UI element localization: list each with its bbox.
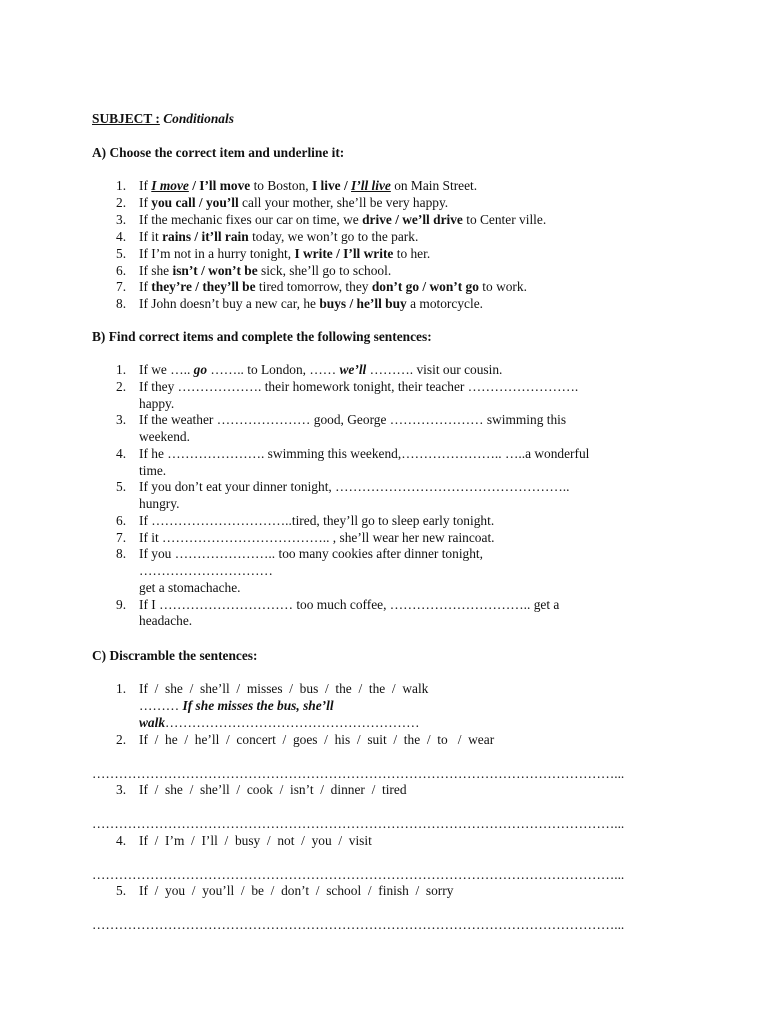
sentence-fragment: If I ………………………… too much coffee, ………………………….. get a [139, 596, 560, 612]
item-number: 3. [116, 211, 127, 227]
item-number: 2. [116, 194, 127, 210]
sentence-fragment: If they ………………. their homework tonight, their teacher ……………………. [139, 378, 579, 394]
item-number: 4. [116, 833, 127, 848]
item-number: 8. [116, 296, 127, 312]
fill-in-sentence [139, 445, 589, 462]
sentence-fragment: to her. [393, 245, 431, 261]
fill-in-sentence [139, 411, 566, 428]
fill-in-sentence [139, 478, 569, 495]
item-number: 1. [116, 362, 127, 377]
scrambled-words: If / you / you’ll / be / don’t / school / finish / sorry [139, 883, 454, 898]
sentence-fragment: I live / [311, 178, 352, 193]
item-number: 1. [116, 178, 127, 193]
sentence-fragment: we’ll [339, 362, 367, 377]
sentence-fragment: time. [139, 462, 167, 478]
choice-sentence [139, 211, 546, 228]
sentence-fragment: If [139, 194, 152, 210]
sentence-fragment: on Main Street. [390, 178, 478, 193]
fill-in-sentence [139, 428, 190, 445]
sentence-fragment: ………………………… [139, 563, 273, 578]
sentence-fragment: I’ll live [351, 178, 391, 193]
example-dots-2: ………………………………………………… [165, 715, 420, 730]
item-number: 5. [116, 479, 127, 495]
answer-blank-line[interactable]: ………………………………………………………………………………………………………... [92, 816, 625, 831]
sentence-fragment: I write / I’ll write [294, 245, 394, 261]
choice-sentence [139, 262, 391, 279]
sentence-fragment: happy. [139, 395, 175, 411]
choice-sentence [139, 295, 483, 312]
sentence-fragment: tired tomorrow, they [255, 279, 372, 295]
fill-in-sentence [139, 562, 273, 579]
fill-in-sentence [139, 579, 241, 596]
sentence-fragment: If the weather ………………… good, George ………………… swimming this [139, 412, 567, 428]
sentence-fragment: If we ….. [139, 362, 194, 377]
answer-blank-line[interactable]: ………………………………………………………………………………………………………... [92, 766, 625, 781]
sentence-fragment: isn’t / won’t be [172, 262, 258, 278]
choice-sentence [139, 177, 477, 194]
sentence-fragment: / I’ll move [188, 178, 251, 193]
item-number: 3. [116, 412, 127, 428]
example-answer-text: If she misses the bus, she’ll [182, 698, 334, 713]
sentence-fragment: you call / you’ll [151, 194, 239, 210]
scrambled-words: If / he / he’ll / concert / goes / his / suit / the / to / wear [139, 732, 495, 747]
sentence-fragment: I move [151, 178, 189, 193]
sentence-fragment: If she [139, 262, 173, 278]
fill-in-sentence [139, 378, 578, 395]
item-number: 8. [116, 546, 127, 562]
answer-blank-line[interactable]: ………………………………………………………………………………………………………... [92, 917, 625, 932]
item-number: 7. [116, 279, 127, 295]
sentence-fragment: go [193, 362, 208, 377]
example-dots: ……… [139, 698, 180, 713]
subject-line [92, 110, 234, 127]
choice-sentence [139, 228, 418, 245]
sentence-fragment: If it ……………………………….. , she’ll wear her new raincoat. [139, 529, 495, 545]
sentence-fragment: ………. visit our cousin. [366, 362, 503, 377]
item-number: 1. [116, 681, 127, 696]
sentence-fragment: If …………………………..tired, they’ll go to sleep early tonight. [139, 512, 495, 528]
sentence-fragment: If John doesn’t buy a new car, he [139, 296, 320, 312]
sentence-fragment: hungry. [139, 496, 180, 511]
item-number: 6. [116, 262, 127, 278]
item-number: 5. [116, 245, 127, 261]
sentence-fragment: If the mechanic fixes our car on time, we [139, 211, 363, 227]
sentence-fragment: sick, she’ll go to school. [257, 262, 392, 278]
subject-label: SUBJECT : [92, 111, 160, 126]
item-number: 4. [116, 228, 127, 244]
sentence-fragment: to work. [478, 279, 527, 295]
fill-in-sentence [139, 512, 494, 529]
example-answer-text-2: walk [139, 715, 166, 730]
subject-title: Conditionals [163, 111, 234, 126]
example-answer-line2 [139, 714, 419, 731]
sentence-fragment: …….. to London, …… [207, 362, 340, 377]
fill-in-sentence [139, 596, 559, 613]
choice-sentence [139, 194, 448, 211]
fill-in-sentence [139, 612, 192, 629]
section-c-heading: C) Discramble the sentences: [92, 648, 258, 663]
choice-sentence [139, 278, 527, 295]
fill-in-sentence [139, 545, 483, 562]
sentence-fragment: to Boston, [250, 178, 312, 193]
sentence-fragment: get a stomachache. [139, 579, 241, 595]
item-number: 9. [116, 596, 127, 612]
sentence-fragment: to Center ville. [462, 211, 547, 227]
sentence-fragment: If it [139, 228, 163, 244]
fill-in-sentence [139, 495, 179, 512]
item-number: 2. [116, 378, 127, 394]
sentence-fragment: call your mother, she’ll be very happy. [238, 194, 449, 210]
choice-sentence [139, 245, 430, 262]
item-number: 5. [116, 883, 127, 898]
fill-in-sentence [139, 361, 502, 378]
answer-blank-line[interactable]: ………………………………………………………………………………………………………... [92, 867, 625, 882]
section-a-heading: A) Choose the correct item and underline it: [92, 145, 345, 160]
fill-in-sentence [139, 395, 174, 412]
item-number: 3. [116, 782, 127, 797]
item-number: 6. [116, 512, 127, 528]
sentence-fragment: headache. [139, 613, 193, 629]
fill-in-sentence [139, 529, 495, 546]
sentence-fragment: If he …………………. swimming this weekend,………………….. …..a wonderful [139, 445, 590, 461]
item-number: 7. [116, 529, 127, 545]
scrambled-words: If / she / she’ll / misses / bus / the / the / walk [139, 681, 429, 696]
fill-in-sentence [139, 462, 166, 479]
scrambled-words: If / she / she’ll / cook / isn’t / dinner / tired [139, 782, 407, 797]
sentence-fragment: If you ………………….. too many cookies after dinner tonight, [139, 546, 484, 562]
section-b-heading: B) Find correct items and complete the following sentences: [92, 329, 432, 344]
sentence-fragment: rains / it’ll rain [162, 228, 249, 244]
sentence-fragment: weekend. [139, 429, 190, 444]
sentence-fragment: don’t go / won’t go [371, 279, 479, 295]
sentence-fragment: If I’m not in a hurry tonight, [139, 245, 295, 261]
sentence-fragment: they’re / they’ll be [151, 279, 256, 295]
sentence-fragment: a motorcycle. [406, 296, 483, 312]
sentence-fragment: drive / we’ll drive [362, 211, 463, 227]
sentence-fragment: If you don’t eat your dinner tonight, …………………………………………….. [139, 479, 570, 495]
sentence-fragment: buys / he’ll buy [319, 296, 407, 312]
sentence-fragment: If [139, 279, 152, 295]
item-number: 4. [116, 445, 127, 461]
example-answer-line1 [139, 697, 334, 714]
sentence-fragment: If [139, 178, 152, 193]
sentence-fragment: today, we won’t go to the park. [248, 228, 419, 244]
item-number: 2. [116, 732, 127, 747]
scrambled-words: If / I’m / I’ll / busy / not / you / visit [139, 833, 372, 848]
